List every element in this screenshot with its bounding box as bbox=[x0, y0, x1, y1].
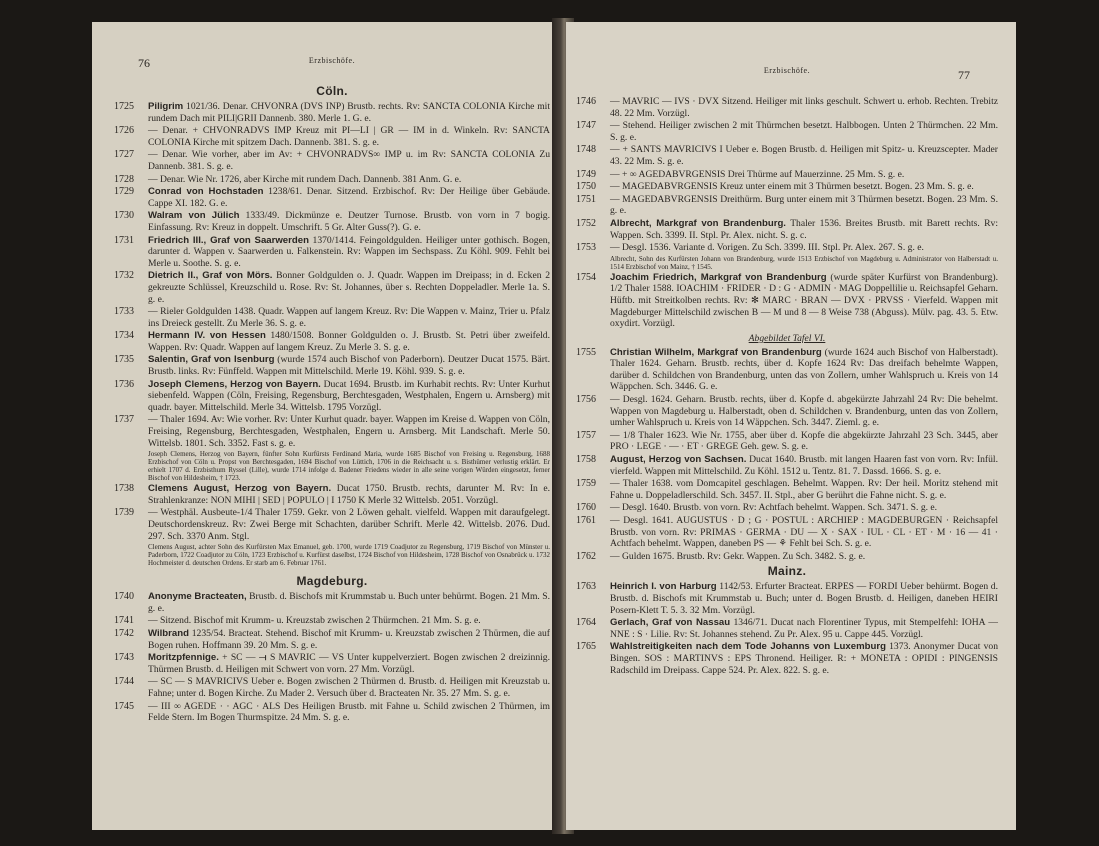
catalog-entry bbox=[576, 515, 998, 550]
catalog-entry bbox=[576, 641, 998, 676]
catalog-entry bbox=[576, 430, 998, 453]
catalog-entry bbox=[114, 101, 550, 124]
entry-description: + SC — ⟞ S MAVRIC — VS Unter kuppelverziert. Bogen zwischen 2 dreizinnig. Thürmen Brustb. d. Heiligen mit Schwert von vorn. 27 Mm. Vorzügl. bbox=[148, 652, 550, 675]
right-page bbox=[566, 22, 1016, 830]
lot-number: 1759 bbox=[576, 478, 596, 490]
lot-number: 1763 bbox=[576, 581, 596, 593]
lot-number: 1764 bbox=[576, 617, 596, 629]
ruler-name: Wilbrand bbox=[148, 627, 189, 639]
ruler-name: Joseph Clemens, Herzog von Bayern. bbox=[148, 378, 321, 390]
entry-description: — + ∞ AGEDABVRGENSIS Drei Thürme auf Mauerzinne. 25 Mm. S. g. e. bbox=[610, 168, 905, 180]
entry-description: — Desgl. 1624. Geharn. Brustb. rechts, über d. Kopfe d. abgekürzte Jahrzahl 24 Rv: Die behelmt. Wappen von Magdeburg u. Halberstadt, oben d. Schildchen v. Brandenburg, unten das von Zollern, umher Wahlspruch u. Kreis von 14 Wäppchen. Sch. 3447. Zieml. g. e. bbox=[610, 394, 998, 429]
entry-description: — + SANTS MAVRICIVS I Ueber e. Bogen Brustb. d. Heiligen mit Spitz- u. Kreuzscepter. Mader 43. 22 Mm. S. g. e. bbox=[610, 144, 998, 167]
lot-number: 1752 bbox=[576, 217, 596, 229]
ruler-name: Conrad von Hochstaden bbox=[148, 186, 264, 198]
catalog-entry bbox=[114, 379, 550, 414]
lot-number: 1742 bbox=[114, 627, 134, 639]
entry-description: (wurde 1574 auch Bischof von Paderborn). Deutzer Ducat 1575. Bärt. Brustb. links. Rv: Fünffeld. Wappen mit Mittelschild. Merle 19. Köhl. 939. S. g. e. bbox=[148, 354, 550, 378]
lot-number: 1743 bbox=[114, 652, 134, 664]
entry-description: — Desgl. 1641. AUGUSTUS · D ; G · POSTUL : ARCHIEP : MAGDEBURGEN · Reichsapfel Brustb. von vorn. Rv: PRIMAS · GERMA · DU — X · SAX · IUL · CL · ET · M · 16 — 41 · Achtfach behelmt. Wappen, daneben PS — ⚘ Fehlt bei Sch. S. g. e. bbox=[610, 515, 998, 550]
lot-number: 1756 bbox=[576, 394, 596, 406]
entry-description: — Desgl. 1536. Variante d. Vorigen. Zu Sch. 3399. III. Stpl. Pr. Alex. 267. S. g. e. bbox=[610, 242, 924, 254]
catalog-entry bbox=[114, 615, 550, 627]
entry-description: — Denar. + CHVONRADVS IMP Kreuz mit PI—LI | GR — IM in d. Winkeln. Rv: SANCTA COLONIA Kirche mit spitzem Dach. Dannenb. 381. S. g. e. bbox=[148, 125, 550, 148]
catalog-entry bbox=[576, 551, 998, 563]
lot-number: 1730 bbox=[114, 210, 134, 222]
lot-number: 1731 bbox=[114, 234, 134, 246]
catalog-entry bbox=[576, 347, 998, 393]
catalog-entry bbox=[576, 454, 998, 477]
lot-number: 1746 bbox=[576, 96, 596, 107]
entry-description: Bonner Goldgulden o. J. Quadr. Wappen im Dreipass; in d. Ecken 2 gekreuzte Schlüssel, Kreuzschild u. Rose. Rv: St. Johannes, über s. Rechten Doppeladler. Merle 1a. S. g. e. bbox=[148, 270, 550, 305]
lot-number: 1761 bbox=[576, 515, 596, 526]
entry-description: 1480/1508. Bonner Goldgulden o. J. Brustb. St. Petri über zweifeld. Wappen. Rv: Quadr. Wappen auf langem Kreuz. Zu Merle 3. S. g. e. bbox=[148, 330, 550, 353]
lot-number: 1757 bbox=[576, 429, 596, 441]
entry-description: 1235/54. Bracteat. Stehend. Bischof mit Krumm- u. Kreuzstab zwischen 2 Thürmen, die auf Bogen ruhen. Hoffmann 39. 20 Mm. S. g. e. bbox=[148, 627, 550, 651]
lot-number: 1725 bbox=[114, 101, 134, 112]
ruler-name: Clemens August, Herzog von Bayern. bbox=[148, 483, 332, 495]
entry-description: — Denar. Wie vorher, aber im Av: + CHVONRADVS∞ IMP u. im Rv: SANCTA COLONIA Zu Dannenb. 381. S. g. e. bbox=[148, 149, 550, 172]
catalog-entry bbox=[576, 502, 998, 514]
lot-number: 1740 bbox=[114, 591, 134, 603]
entry-description: 1021/36. Denar. CHVONRA (DVS INP) Brustb. rechts. Rv: SANCTA COLONIA Kirche mit rundem Dach mit PILI|GRII Dannenb. 380. Merle 1. G. e. bbox=[148, 101, 550, 124]
catalog-entry bbox=[114, 270, 550, 305]
catalog-entry bbox=[114, 652, 550, 675]
catalog-entry bbox=[576, 96, 998, 119]
catalog-entry bbox=[576, 617, 998, 640]
lot-number: 1765 bbox=[576, 641, 596, 653]
ruler-name: Walram von Jülich bbox=[148, 210, 240, 222]
catalog-entry bbox=[114, 701, 550, 724]
catalog-entry bbox=[576, 181, 998, 193]
lot-number: 1738 bbox=[114, 483, 134, 495]
lot-number: 1758 bbox=[576, 454, 596, 466]
catalog-entry bbox=[576, 169, 998, 181]
entry-description: — SC — S MAVRICIVS Ueber e. Bogen zwischen 2 Thürmen d. Brustb. d. Heiligen mit Kreuzstab u. Fahne; unter d. Bogen Kirche. Zu Mader 2. Versuch über d. Bracteaten Nr. 35. 27 Mm. S. g. e. bbox=[148, 676, 550, 699]
section-title: Cöln. bbox=[316, 84, 348, 98]
running-head: Erzbischöfe. bbox=[308, 56, 356, 65]
section-title: Magdeburg. bbox=[296, 574, 368, 589]
ruler-name: Wahlstreitigkeiten nach dem Tode Johanns von Luxemburg bbox=[610, 641, 886, 653]
entry-group bbox=[576, 347, 998, 563]
entry-description: — Thaler 1638. vom Domcapitel geschlagen. Behelmt. Wappen. Rv: Der heil. Moritz stehend mit Fahne u. Doppeladlerschild. Sch. 3457. II. Stpl., aber G berührt die Fahne nicht. S. g. e. bbox=[610, 478, 998, 501]
biographical-note: Albrecht, Sohn des Kurfürsten Johann von Brandenburg, wurde 1513 Erzbischof von Magdeburg u. Administrator von Halberstadt u. 1514 Erzbischof von Mainz, † 1545. bbox=[610, 254, 998, 271]
lot-number: 1739 bbox=[114, 507, 134, 519]
lot-number: 1762 bbox=[576, 550, 596, 562]
entry-description: 1346/71. Ducat nach Florentiner Typus, mit Stempelfehl: IOHA — NNE : S · Lilie. Rv: St. Johannes stehend. Zu Pr. Alex. 95 u. Cappe 445. Vorzügl. bbox=[610, 617, 998, 640]
catalog-entry bbox=[114, 483, 550, 506]
entry-description: Ducat 1694. Brustb. im Kurhabit rechts. Rv: Unter Kurhut siebenfeld. Wappen (Cöln, Freising, Regensburg, Berchtesgaden, Westphalen, Engern u. Arnsberg) mit quadr. bayer. Mittelschild. Merle 34. Wittelsb. 1795 Vorzügl. bbox=[148, 378, 551, 413]
catalog-entry bbox=[576, 120, 998, 143]
catalog-entry bbox=[114, 306, 550, 329]
lot-number: 1732 bbox=[114, 270, 134, 282]
catalog-entry bbox=[576, 478, 998, 501]
entry-description: — MAGEDABVRGENSIS Kreuz unter einem mit 3 Thürmen besetzt. Bogen. 23 Mm. S. g. e. bbox=[610, 181, 974, 193]
ruler-name: Albrecht, Markgraf von Brandenburg. bbox=[610, 217, 786, 229]
entry-description: — Desgl. 1640. Brustb. von vorn. Rv: Achtfach behelmt. Wappen. Sch. 3471. S. g. e. bbox=[610, 502, 938, 514]
catalog-entry bbox=[114, 414, 550, 482]
catalog-entry bbox=[114, 628, 550, 651]
catalog-entry bbox=[576, 144, 998, 167]
catalog-entry bbox=[114, 330, 550, 353]
lot-number: 1728 bbox=[114, 173, 134, 185]
entry-description: 1373. Anonymer Ducat von Bingen. SOS : MARTINVS : EPS Thronend. Heiliger. R: + MONETA : OPIDI : PINGENSIS Radschild im Dreipass. Cappe 524. Pr. Alex. 822. S. g. e. bbox=[610, 641, 998, 676]
entry-description: — Westphäl. Ausbeute-1/4 Thaler 1759. Gekr. von 2 Löwen gehalt. vielfeld. Wappen mit daraufgelegt. Deutschordenskreuz. Rv: Zwei Berge mit Schachten, darüber Schrift. Merle 42. Wittelsb. 2076. Dud. 297. Sch. 3370 Anm. Stgl. bbox=[148, 507, 550, 542]
catalog-entry bbox=[576, 218, 998, 241]
page-content bbox=[114, 82, 550, 725]
ruler-name: Moritzpfennige. bbox=[148, 652, 219, 664]
entry-group bbox=[576, 581, 998, 676]
entry-description: — 1/8 Thaler 1623. Wie Nr. 1755, aber über d. Kopfe die abgekürzte Jahrzahl 23 Sch. 3445, aber PRO · LEGE · — · ET · GREGE Geh. gew. S. g. e. bbox=[610, 429, 998, 453]
catalog-entry bbox=[576, 581, 998, 616]
biographical-note: Clemens August, achter Sohn des Kurfürsten Max Emanuel, geb. 1700, wurde 1719 Coadjutor zu Regensburg, 1719 Bischof von Münster u. Paderborn, 1722 Coadjutor zu Cöln, 1723 Erzbischof u. Kurfürst daselbst, 1724 Bischof von Hildesheim, 1728 Bischof von Osnabrück u. 1732 Hochmeister d. deutschen Ordens. Er starb am 6. Februar 1761. bbox=[148, 543, 550, 568]
catalog-entry bbox=[576, 242, 998, 271]
entry-group bbox=[576, 96, 998, 330]
ruler-name: Salentin, Graf von Isenburg bbox=[148, 354, 275, 366]
catalog-entry bbox=[576, 194, 998, 217]
ruler-name: Friedrich III., Graf von Saarwerden bbox=[148, 234, 309, 246]
entry-description: — MAVRIC — IVS · DVX Sitzend. Heiliger mit links geschult. Schwert u. erhob. Rechten. Trebitz 48. 22 Mm. Vorzügl. bbox=[610, 96, 998, 119]
page-content bbox=[576, 96, 998, 677]
lot-number: 1726 bbox=[114, 125, 134, 137]
entry-description: 1370/1414. Feingoldgulden. Heiliger unter gothisch. Bogen, darunter d. Wappen v. Saarwerden u. Falkenstein. Rv: Wappen im Sechspass. Zu Köhl. 909. Fehlt bei Merle u. Soothe. S. g. e. bbox=[148, 234, 550, 269]
lot-number: 1727 bbox=[114, 149, 134, 161]
catalog-entry bbox=[114, 174, 550, 186]
entry-description: Ducat 1750. Brustb. rechts, darunter M. Rv: In e. Strahlenkranze: NON MIHI | SED | POPULO | I 1750 K Merle 32 Wittelsb. 2051. Vorzügl. bbox=[148, 483, 550, 506]
section-title-mainz: Mainz. bbox=[767, 564, 807, 579]
ruler-name: Joachim Friedrich, Markgraf von Brandenburg bbox=[610, 271, 827, 283]
lot-number: 1750 bbox=[576, 181, 596, 193]
lot-number: 1733 bbox=[114, 306, 134, 318]
catalog-entry bbox=[576, 272, 998, 330]
lot-number: 1734 bbox=[114, 330, 134, 342]
lot-number: 1753 bbox=[576, 242, 596, 254]
lot-number: 1737 bbox=[114, 414, 134, 426]
catalog-entry bbox=[114, 354, 550, 377]
catalog-entry bbox=[114, 125, 550, 148]
entry-description: Ducat 1640. Brustb. mit langen Haaren fast von vorn. Rv: Infül. vierfeld. Wappen mit Mittelschild. Zu Köhl. 1512 u. Tentz. 81. 7. Dassd. 1666. S. g. e. bbox=[610, 454, 998, 477]
catalog-entry bbox=[114, 591, 550, 614]
entry-description: Thaler 1536. Breites Brustb. mit Barett rechts. Rv: Wappen. Sch. 3399. II. Stpl. Pr. Alex. nicht. S. g. c. bbox=[610, 217, 998, 241]
catalog-entry bbox=[114, 507, 550, 567]
entry-description: — Rieler Goldgulden 1438. Quadr. Wappen auf langem Kreuz. Rv: Die Wappen v. Mainz, Trier u. Pfalz ins Dreieck gestellt. Zu Merle 36. S. g. e. bbox=[148, 306, 550, 329]
catalog-entry bbox=[114, 210, 550, 233]
ruler-name: Dietrich II., Graf von Mörs. bbox=[148, 270, 273, 282]
entry-description: — Sitzend. Bischof mit Krumm- u. Kreuzstab zwischen 2 Thürmchen. 21 Mm. S. g. e. bbox=[148, 615, 481, 627]
biographical-note: Joseph Clemens, Herzog von Bayern, fünfter Sohn Kurfürsts Ferdinand Maria, wurde 1685 Bischof von Freising u. Regensburg, 1688 Erzbischof von Cöln u. Propst von Berchtesgaden, 1694 Bischof von Lüttich, 1706 in die Reichsacht u. s. Bisthümer verlustig erklärt. Er erhielt 1707 d. Erzbisthum Ryssel (Lille), wurde 1714 infolge d. Badener Friedens wieder in alle seine vorigen Würden eingesetzt, ferner Bischof von Hildesheim, † 1723. bbox=[148, 450, 550, 483]
ruler-name: Piligrim bbox=[148, 101, 184, 112]
entry-description: 1142/53. Erfurter Bracteat. ERPES — FORDI Ueber behürmt. Bogen d. Brustb. d. Bischofs mit Krummstab u. Buch; unter d. Bogen Brustb. d. Heiligen, daneben HEIRI Posern-Klett T. 5. 3. 32 Mm. Vorzügl. bbox=[610, 581, 998, 616]
entry-description: Brustb. d. Bischofs mit Krummstab u. Buch unter behürmt. Bogen. 21 Mm. S. g. e. bbox=[148, 591, 551, 614]
entry-description: — Gulden 1675. Brustb. Rv: Gekr. Wappen. Zu Sch. 3482. S. g. e. bbox=[610, 550, 866, 562]
entry-description: 1238/61. Denar. Sitzend. Erzbischof. Rv: Der Heilige über Gebäude. Cappe XI. 182. G. e. bbox=[148, 186, 550, 209]
lot-number: 1751 bbox=[576, 193, 596, 205]
catalog-entry bbox=[114, 149, 550, 172]
lot-number: 1754 bbox=[576, 271, 596, 283]
entry-description: 1333/49. Dickmünze e. Deutzer Turnose. Brustb. von vorn in 7 bogig. Einfassung. Rv: Kreuz in doppelt. Umschrift. 5 Gr. Alter Guss(?). G. e. bbox=[148, 210, 550, 233]
ruler-name: Hermann IV. von Hessen bbox=[148, 330, 266, 342]
ruler-name: Anonyme Bracteaten, bbox=[148, 591, 247, 603]
lot-number: 1729 bbox=[114, 186, 134, 198]
catalog-entry bbox=[114, 235, 550, 270]
catalog-entry bbox=[576, 394, 998, 429]
entry-description: — III ∞ AGEDE · · AGC · ALS Des Heiligen Brustb. mit Fahne u. Schild zwischen 2 Thürmen, im Felde Stern. Im Bogen Thurmspitze. 24 Mm. S. g. e. bbox=[148, 700, 550, 724]
lot-number: 1760 bbox=[576, 502, 596, 514]
entry-description: — Thaler 1694. Av: Wie vorher. Rv: Unter Kurhut quadr. bayer. Wappen im Kreise d. Wappen von Cöln, Freising, Regensburg, Berchtesgaden, Westphalen, Engern u. Arnsberg. Mit Landschaft. Merle 50. Wittelsb. 1801. Sch. 3352. Fast s. g. e. bbox=[148, 414, 550, 449]
lot-number: 1736 bbox=[114, 378, 134, 390]
ruler-name: Christian Wilhelm, Markgraf von Brandenburg bbox=[610, 346, 822, 358]
left-page bbox=[92, 22, 558, 830]
ruler-name: August, Herzog von Sachsen. bbox=[610, 454, 747, 466]
entry-description: (wurde später Kurfürst von Brandenburg). 1/2 Thaler 1588. IOACHIM · FRIDER · D : G · ADMIN · MAG Doppellilie u. Reichsapfel Geharn. Hüftb. mit Streitkolben rechts. Rv: ✻ MARC · BRAN — DVX · PRVSS · Vierfeld. Wappen mit Magdeburger Mittelschild zwischen B — M und 8 — 8 Weise 738 (Abguss). Mülv. pag. 43. 5. Etw. oxydirt. Vorzügl. bbox=[610, 271, 998, 330]
lot-number: 1745 bbox=[114, 700, 134, 712]
plate-caption: Abgebildet Tafel VI. bbox=[748, 332, 826, 344]
running-head: Erzbischöfe. bbox=[763, 66, 811, 75]
page-number: 76 bbox=[138, 56, 150, 70]
entry-description: — Stehend. Heiliger zwischen 2 mit Thürmchen besetzt. Halbbogen. Unten 2 Thürmchen. 22 Mm. S. g. e. bbox=[610, 120, 998, 143]
lot-number: 1749 bbox=[576, 168, 596, 180]
lot-number: 1747 bbox=[576, 120, 596, 132]
ruler-name: Heinrich I. von Harburg bbox=[610, 581, 717, 593]
catalog-entry bbox=[114, 186, 550, 209]
entry-description: — MAGEDABVRGENSIS Dreithürm. Burg unter einem mit 3 Thürmen besetzt. Bogen. 23 Mm. S. g. e. bbox=[610, 193, 998, 217]
lot-number: 1755 bbox=[576, 346, 596, 358]
lot-number: 1741 bbox=[114, 615, 134, 627]
ruler-name: Gerlach, Graf von Nassau bbox=[610, 617, 731, 629]
catalog-entry bbox=[114, 676, 550, 699]
entry-description: — Denar. Wie Nr. 1726, aber Kirche mit rundem Dach. Dannenb. 381 Anm. G. e. bbox=[148, 173, 462, 185]
lot-number: 1735 bbox=[114, 354, 134, 366]
lot-number: 1744 bbox=[114, 676, 134, 688]
lot-number: 1748 bbox=[576, 144, 596, 156]
page-number: 77 bbox=[958, 68, 970, 82]
entry-description: (wurde 1624 auch Bischof von Halberstadt). Thaler 1624. Geharn. Brustb. rechts, über d. Kopfe 1624 Rv: Das dreifach behelmte Wappen, darüber d. Schildchen von Brandenburg, unten das von Zollern, umher Wahlspruch u. Kreis von 14 Wäppchen. Sch. 3446. G. e. bbox=[610, 346, 999, 393]
